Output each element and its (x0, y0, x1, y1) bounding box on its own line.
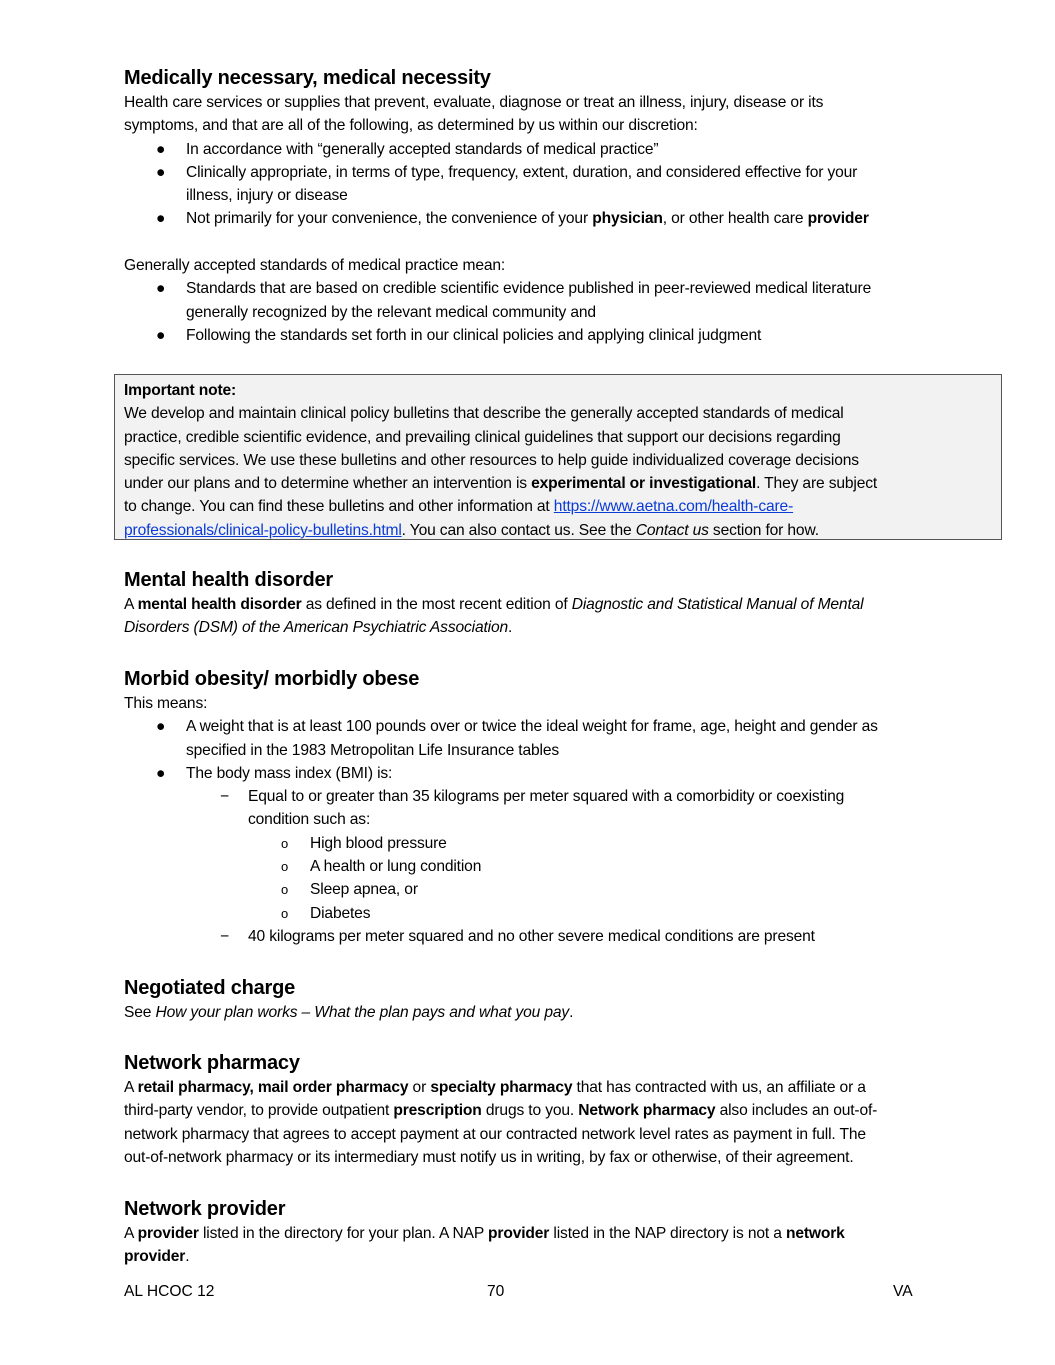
section-mental-health-disorder (124, 567, 1004, 640)
bullet-icon: ● (156, 326, 166, 344)
section-morbid-obesity (124, 666, 1004, 948)
heading: Morbid obesity/ morbidly obese (124, 668, 420, 690)
sub-text: Sleep apnea, or (310, 881, 418, 899)
text: A (124, 1225, 138, 1242)
note-line (124, 472, 1001, 495)
text: to change. You can find these bulletins and other information at (124, 498, 554, 516)
heading: Mental health disorder (124, 569, 333, 591)
bullet-item (124, 161, 1004, 184)
bullet-text: A weight that is at least 100 pounds over or twice the ideal weight for frame, age, height and gender as (186, 718, 878, 736)
bullet-icon: ● (156, 140, 166, 158)
bullet-text: The body mass index (BMI) is: (186, 764, 393, 782)
bullet-text: , or other health care (662, 210, 808, 228)
circle-bullet-icon: o (281, 905, 289, 921)
bullet-text: Clinically appropriate, in terms of type, frequency, extent, duration, and considered effective for your (186, 163, 858, 181)
text-line (124, 616, 1004, 639)
text: third-party vendor, to provide outpatient (124, 1102, 394, 1120)
text: . (569, 1004, 574, 1021)
heading: Negotiated charge (124, 977, 296, 999)
policy-bulletins-link[interactable]: https://www.aetna.com/health-care- (553, 498, 794, 516)
text: A (124, 1079, 138, 1096)
dash-icon: − (220, 788, 229, 806)
heading: Network provider (124, 1198, 286, 1220)
italic-ref: Diagnostic and Statistical Manual of Mental (571, 596, 864, 613)
text-line: network pharmacy that agrees to accept payment at our contracted network level rates as payment in full. The (124, 1125, 866, 1143)
italic-ref: Disorders (DSM) of the American Psychiatric Association (124, 619, 509, 637)
text: that has contracted with us, an affiliate or a (572, 1079, 866, 1096)
bullet-icon: ● (156, 210, 166, 228)
bold-term: provider (807, 210, 869, 228)
bullet-text: Following the standards set forth in our clinical policies and applying clinical judgment (186, 326, 762, 344)
heading: Medically necessary, medical necessity (124, 67, 491, 89)
bullet-continuation: generally recognized by the relevant medical community and (186, 303, 596, 321)
note-line (124, 519, 1001, 542)
bullet-icon: ● (156, 163, 166, 181)
bullet-text: In accordance with “generally accepted standards of medical practice” (186, 140, 659, 158)
important-note-box (114, 374, 1002, 540)
text-line: out-of-network pharmacy or its intermediary must notify us in writing, by fax or otherwise, of their agreement. (124, 1148, 854, 1166)
note-line (124, 495, 1001, 518)
dash-item (124, 785, 1004, 808)
text: . They are subject (756, 475, 878, 493)
text: . (508, 619, 513, 637)
bold-term: mental health disorder (137, 596, 302, 613)
note-title: Important note: (124, 382, 237, 399)
text-line (124, 1099, 1004, 1122)
text-line (124, 1076, 1004, 1099)
bold-term: network (785, 1225, 845, 1242)
circle-bullet-icon: o (281, 882, 289, 898)
text: . (185, 1248, 190, 1266)
bold-term: physician (592, 210, 663, 228)
text-line: symptoms, and that are all of the following, as determined by us within our discretion: (124, 117, 698, 135)
bold-term: specialty pharmacy (430, 1079, 573, 1096)
bold-term: Network pharmacy (578, 1102, 716, 1120)
sub-text: A health or lung condition (310, 858, 482, 876)
note-line: specific services. We use these bulletins and other resources to help guide individualized coverage decisions (124, 451, 859, 469)
text: See (124, 1004, 156, 1021)
footer-doc-code: AL HCOC 12 (124, 1283, 215, 1300)
bold-term: prescription (393, 1102, 482, 1120)
dash-item (124, 925, 1004, 948)
text: as defined in the most recent edition of (301, 596, 572, 613)
dash-text: Equal to or greater than 35 kilograms per meter squared with a comorbidity or coexisting (248, 788, 845, 806)
dash-continuation: condition such as: (248, 811, 371, 829)
bullet-item (124, 324, 1004, 347)
section-network-pharmacy (124, 1050, 1004, 1169)
italic-ref: Contact us (635, 521, 709, 539)
sub-text: Diabetes (310, 904, 371, 922)
bullet-item (124, 277, 1004, 300)
bullet-item (124, 715, 1004, 738)
policy-bulletins-link[interactable]: professionals/clinical-policy-bulletins.html (124, 521, 402, 539)
footer-page-number: 70 (487, 1283, 505, 1300)
bullet-text: Standards that are based on credible scientific evidence published in peer-reviewed medical literature (186, 280, 872, 298)
text: A (124, 596, 138, 613)
dash-icon: − (220, 927, 229, 945)
bullet-continuation: illness, injury or disease (186, 187, 348, 205)
section-network-provider (124, 1196, 1004, 1269)
circle-bullet-icon: o (281, 859, 289, 875)
heading: Network pharmacy (124, 1052, 300, 1074)
sub-item (124, 832, 1004, 855)
section-medically-necessary (124, 65, 1004, 347)
sub-text: High blood pressure (310, 834, 447, 852)
bold-term: retail pharmacy, mail order pharmacy (137, 1079, 409, 1096)
bullet-item (124, 207, 1004, 230)
note-line: We develop and maintain clinical policy bulletins that describe the generally accepted standards of medical (124, 405, 844, 423)
bold-term: provider (137, 1225, 199, 1242)
text: under our plans and to determine whether an intervention is (124, 475, 532, 493)
text-line (124, 593, 1004, 616)
bullet-item (124, 138, 1004, 161)
text: listed in the directory for your plan. A NAP (198, 1225, 489, 1242)
bullet-icon: ● (156, 280, 166, 298)
bullet-text: Not primarily for your convenience, the convenience of your (186, 210, 593, 228)
text: drugs to you. (481, 1102, 579, 1120)
bullet-icon: ● (156, 764, 166, 782)
italic-ref: How your plan works – What the plan pays and what you pay (155, 1004, 570, 1021)
bold-term: experimental or investigational (531, 475, 757, 493)
bullet-icon: ● (156, 718, 166, 736)
sub-item (124, 878, 1004, 901)
note-line: practice, credible scientific evidence, and prevailing clinical guidelines that support our decisions regarding (124, 428, 841, 446)
text: section for how. (708, 521, 819, 539)
sub-item (124, 902, 1004, 925)
circle-bullet-icon: o (281, 835, 289, 851)
text-line: Health care services or supplies that prevent, evaluate, diagnose or treat an illness, injury, disease or its (124, 94, 824, 111)
bullet-item (124, 762, 1004, 785)
sub-item (124, 855, 1004, 878)
bold-term: provider (124, 1248, 186, 1266)
text: also includes an out-of- (715, 1102, 878, 1120)
text: listed in the NAP directory is not a (549, 1225, 786, 1242)
text: or (408, 1079, 431, 1096)
bullet-continuation: specified in the 1983 Metropolitan Life Insurance tables (186, 741, 560, 759)
text-line: Generally accepted standards of medical practice mean: (124, 257, 506, 275)
section-negotiated-charge (124, 975, 1004, 1024)
footer-state: VA (893, 1283, 913, 1300)
bold-term: provider (488, 1225, 550, 1242)
text-line (124, 1222, 1004, 1245)
text-line (124, 1001, 1004, 1024)
text: . You can also contact us. See the (401, 521, 636, 539)
dash-text: 40 kilograms per meter squared and no other severe medical conditions are present (248, 927, 815, 945)
text-line (124, 1245, 1004, 1268)
text-line: This means: (124, 695, 208, 712)
